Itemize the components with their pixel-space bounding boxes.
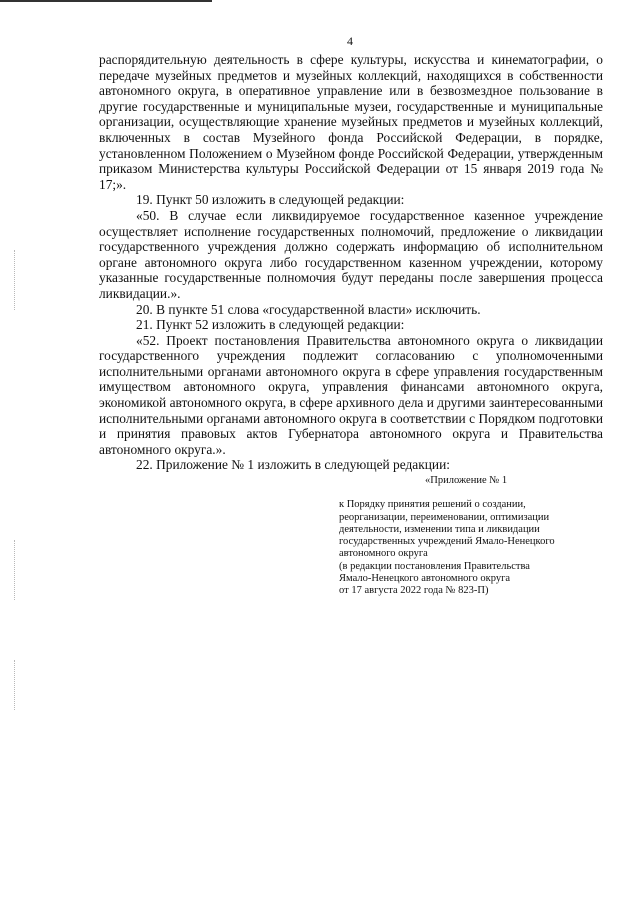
top-rule: [0, 0, 212, 2]
page-number: 4: [347, 34, 353, 48]
appendix-line: Ямало-Ненецкого автономного округа: [339, 573, 511, 585]
appendix-title: «Приложение № 1: [425, 475, 508, 486]
paragraph-item-19: 19. Пункт 50 изложить в следующей редакции:: [136, 192, 405, 208]
appendix-line: к Порядку принятия решений о создании,: [339, 499, 526, 511]
appendix-line: от 17 августа 2022 года № 823-П): [339, 585, 489, 597]
scan-margin-mark: [14, 250, 16, 310]
appendix-line: деятельности, изменении типа и ликвидации: [339, 523, 540, 535]
appendix-line: реорганизации, переименовании, оптимизации: [339, 511, 550, 523]
appendix-header-block: [339, 475, 609, 598]
paragraph-quote-52: «52. Проект постановления Правительства автономного округа о ликвидации государственного учреждения подлежит согласованию с уполномоченными исполнительными органами автономного округа в сфере управления государственным имуществом автономного округа, управления финансами автономного округа, экономикой автономного округа, в сфере архивного дела и другими заинтересованными исполнительными органами автономного округа в соответствии с Порядком подготовки и принятия правовых актов Губернатора автономного округа и Правительства автономного округа.».: [99, 332, 603, 457]
paragraph-continuation: распорядительную деятельность в сфере культуры, искусства и кинематографии, о передаче музейных предметов и музейных коллекций, находящихся в собственности автономного округа, в оперативное управление или в безвозмездное пользование в другие государственные и муниципальные музеи, государственные и муниципальные организации, осуществляющие хранение музейных предметов и музейных коллекций, включенных в состав Музейного фонда Российской Федерации, в порядке, установленном Положением о Музейном фонде Российской Федерации, утвержденным приказом Министерства культуры Российской Федерации от 15 января 2019 года № 17;».: [99, 52, 603, 192]
paragraph-item-21: 21. Пункт 52 изложить в следующей редакции:: [136, 317, 405, 333]
scan-margin-mark: [14, 540, 16, 600]
paragraph-quote-50: «50. В случае если ликвидируемое государственное казенное учреждение осуществляет исполнение государственных полномочий, предложение о ликвидации государственного учреждения должно содержать информацию об исполнительном органе автономного округа либо государственном казенном учреждении, которому указанные государственные полномочия будут переданы после завершения процесса ликвидации.».: [99, 207, 603, 301]
paragraph-item-20: 20. В пункте 51 слова «государственной власти» исключить.: [136, 301, 481, 317]
scan-margin-mark: [14, 660, 16, 710]
paragraph-item-22: 22. Приложение № 1 изложить в следующей редакции:: [136, 457, 450, 473]
appendix-line: государственных учреждений Ямало-Ненецкого: [339, 536, 555, 548]
appendix-line: (в редакции постановления Правительства: [339, 560, 530, 572]
document-body: [99, 52, 603, 473]
appendix-line: автономного округа: [339, 548, 428, 560]
